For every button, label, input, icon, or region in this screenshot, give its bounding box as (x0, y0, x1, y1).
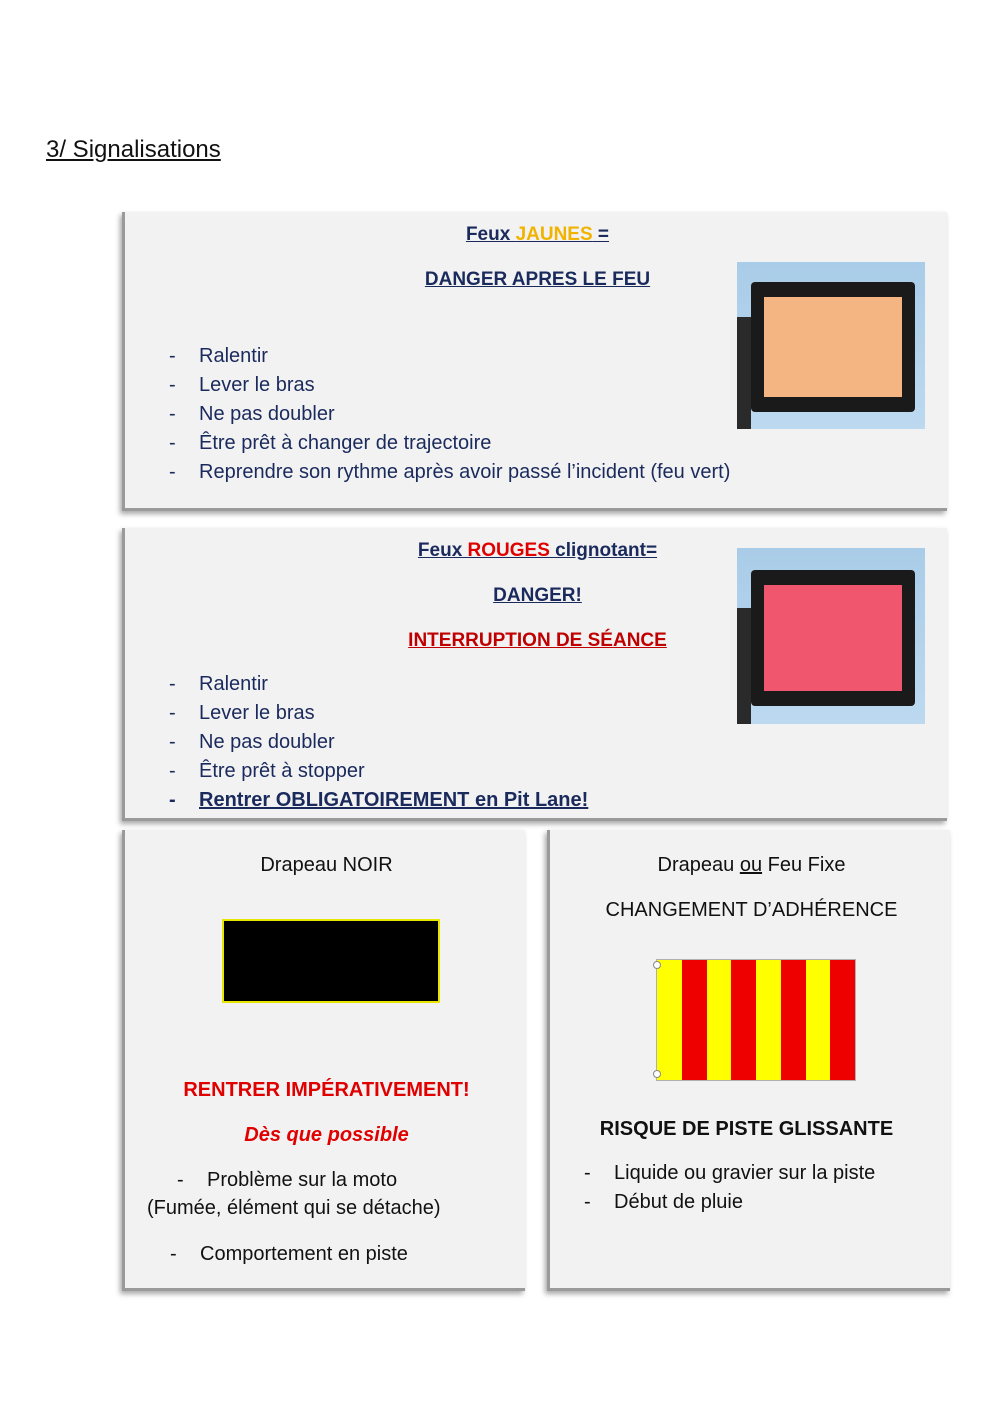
title-highlight-jaunes: JAUNES (515, 224, 593, 245)
list-item: - Reprendre son rythme après avoir passé l’incident (feu vert) (169, 458, 730, 487)
flag-grommet (653, 1070, 661, 1078)
list-item: - Problème sur la moto (177, 1166, 397, 1195)
title-part: Feu Fixe (762, 854, 846, 876)
section-heading: 3/ Signalisations (46, 136, 221, 163)
title-or: ou (739, 854, 763, 876)
list-item: - Être prêt à stopper (169, 757, 588, 786)
yellow-lights-subtitle: DANGER APRES LE FEU (424, 269, 651, 290)
yellow-lights-list (169, 342, 730, 487)
black-flag-image (222, 919, 440, 1003)
session-interruption-label: INTERRUPTION DE SÉANCE (408, 630, 667, 651)
red-lights-box (122, 528, 947, 821)
adherence-subtitle: CHANGEMENT D’ADHÉRENCE (605, 899, 898, 921)
yellow-light-panel-image (737, 262, 925, 429)
list-item: - Liquide ou gravier sur la piste (584, 1159, 875, 1188)
black-flag-action: RENTRER IMPÉRATIVEMENT! (183, 1079, 470, 1101)
yellow-lights-box (122, 212, 947, 511)
list-item: - Début de pluie (584, 1188, 875, 1217)
adherence-change-box (547, 830, 950, 1291)
flag-grommet (653, 961, 661, 969)
list-item-pit-lane: - Rentrer OBLIGATOIREMENT en Pit Lane! (169, 786, 588, 815)
black-flag-box (122, 830, 525, 1291)
adherence-title (550, 854, 953, 877)
list-item: - Comportement en piste (170, 1240, 408, 1269)
black-flag-timing: Dès que possible (244, 1124, 409, 1146)
red-screen (764, 585, 902, 691)
yellow-lights-title (125, 224, 950, 246)
black-flag-title: Drapeau NOIR (260, 854, 393, 876)
red-lights-subtitle: DANGER! (493, 585, 582, 606)
yellow-red-striped-flag-image (656, 959, 856, 1081)
list-item: - Ralentir (169, 670, 588, 699)
title-highlight-rouges: ROUGES (467, 540, 550, 561)
black-flag-item-detail: (Fumée, élément qui se détache) (147, 1197, 441, 1219)
pole (737, 317, 751, 429)
adherence-list (584, 1159, 875, 1217)
slippery-track-risk: RISQUE DE PISTE GLISSANTE (599, 1118, 894, 1140)
list-item: - Être prêt à changer de trajectoire (169, 429, 730, 458)
red-lights-list (169, 670, 588, 815)
red-light-panel-image (737, 548, 925, 724)
screen-frame (751, 282, 915, 412)
list-item: - Ralentir (169, 342, 730, 371)
pole (737, 608, 751, 724)
title-prefix: Feux (465, 224, 516, 245)
title-prefix: Feux (417, 540, 468, 561)
screen-frame (751, 570, 915, 706)
list-item: - Ne pas doubler (169, 728, 588, 757)
list-item: - Ne pas doubler (169, 400, 730, 429)
black-flag-list-1 (177, 1166, 397, 1195)
black-flag-list-2 (170, 1240, 408, 1269)
title-part: Drapeau (657, 854, 740, 876)
title-suffix: clignotant= (549, 540, 658, 561)
yellow-screen (764, 297, 902, 397)
list-item: - Lever le bras (169, 699, 588, 728)
title-suffix: = (592, 224, 610, 245)
list-item: - Lever le bras (169, 371, 730, 400)
